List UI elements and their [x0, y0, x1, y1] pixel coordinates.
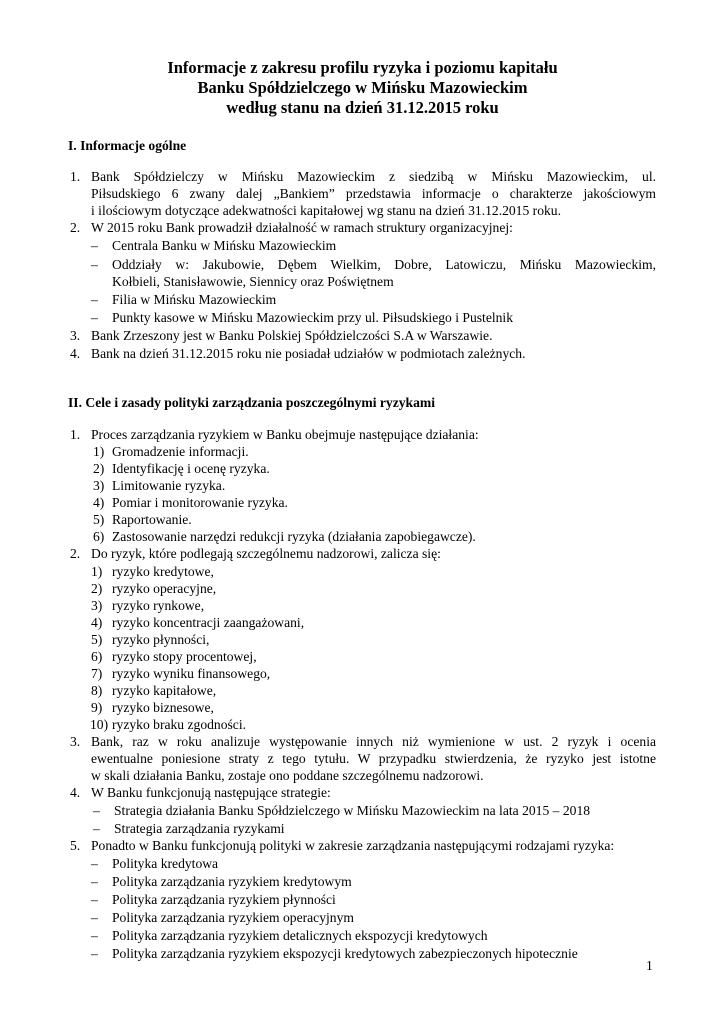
risk-text: ryzyko stopy procentowej, [112, 649, 257, 664]
step-number: 3) [93, 478, 105, 493]
step-number: 2) [93, 461, 105, 476]
list-number: 3. [70, 734, 81, 749]
risk-text: ryzyko biznesowe, [112, 700, 214, 715]
structure-item: Oddziały w: Jakubowie, Dębem Wielkim, Dobre, Latowiczu, Mińsku Mazowieckim, [112, 257, 656, 272]
paragraph-line: Do ryzyk, które podlegają szczególnemu nadzorowi, zalicza się: [91, 546, 441, 561]
paragraph-line: Bank, raz w roku analizuje występowanie innych niż wymienione w ust. 2 ryzyk i ocenia [91, 734, 656, 749]
step-text: Pomiar i monitorowanie ryzyka. [112, 495, 288, 510]
paragraph-line: Bank Spółdzielczy w Mińsku Mazowieckim z siedzibą w Mińsku Mazowieckim, ul. [91, 169, 656, 184]
list-number: 1. [70, 427, 81, 442]
list-number: 2. [70, 546, 81, 561]
paragraph-line: Bank Zrzeszony jest w Banku Polskiej Spółdzielczości S.A w Warszawie. [91, 328, 493, 343]
structure-item: Centrala Banku w Mińsku Mazowieckim [112, 238, 337, 253]
step-number: 4) [93, 495, 105, 510]
risk-text: ryzyko braku zgodności. [112, 717, 247, 732]
risk-number: 1) [91, 564, 103, 579]
policy-item: Polityka zarządzania ryzykiem płynności [112, 892, 336, 907]
list-number: 1. [70, 169, 81, 184]
dash-bullet: – [91, 910, 98, 925]
risk-number: 9) [91, 700, 103, 715]
risk-text: ryzyko wyniku finansowego, [112, 666, 271, 681]
step-number: 1) [93, 444, 105, 459]
document-title-line-3: według stanu na dzień 31.12.2015 roku [226, 98, 499, 117]
paragraph-line: Proces zarządzania ryzykiem w Banku obejmuje następujące działania: [91, 427, 479, 442]
dash-bullet: – [91, 874, 98, 889]
step-text: Raportowanie. [112, 512, 192, 527]
step-text: Limitowanie ryzyka. [112, 478, 226, 493]
step-text: Zastosowanie narzędzi redukcji ryzyka (działania zapobiegawcze). [112, 529, 476, 544]
paragraph-line: Ponadto w Banku funkcjonują polityki w zakresie zarządzania następującymi rodzajami ryzyka: [91, 838, 615, 853]
dash-bullet: – [91, 238, 98, 253]
step-text: Identyfikację i ocenę ryzyka. [112, 461, 270, 476]
step-number: 6) [93, 529, 105, 544]
structure-item: Filia w Mińsku Mazowieckim [112, 292, 277, 307]
risk-number: 5) [91, 632, 103, 647]
risk-text: ryzyko kredytowe, [112, 564, 214, 579]
section-2-heading: II. Cele i zasady polityki zarządzania poszczególnymi ryzykami [68, 395, 435, 410]
dash-bullet: – [91, 292, 98, 307]
document-title-line-1: Informacje z zakresu profilu ryzyka i poziomu kapitału [167, 58, 558, 77]
step-text: Gromadzenie informacji. [112, 444, 249, 459]
policy-item: Polityka zarządzania ryzykiem detalicznych ekspozycji kredytowych [112, 928, 488, 943]
list-number: 4. [70, 785, 81, 800]
paragraph-line: i ilościowym dotyczące adekwatności kapitałowej wg stanu na dzień 31.12.2015 roku. [91, 203, 561, 218]
risk-text: ryzyko płynności, [112, 632, 210, 647]
dash-bullet: – [91, 310, 98, 325]
risk-number: 6) [91, 649, 103, 664]
risk-text: ryzyko koncentracji zaangażowani, [112, 615, 305, 630]
risk-text: ryzyko kapitałowe, [112, 683, 217, 698]
list-number: 5. [70, 838, 81, 853]
structure-item: Kołbieli, Stanisławowie, Siennicy oraz Poświętnem [112, 274, 394, 289]
dash-bullet: – [91, 257, 98, 272]
section-1-heading: I. Informacje ogólne [68, 138, 187, 153]
risk-number: 3) [91, 598, 103, 613]
dash-bullet: – [91, 856, 98, 871]
risk-number: 10) [90, 717, 109, 732]
risk-text: ryzyko operacyjne, [112, 581, 217, 596]
strategy-item: Strategia działania Banku Spółdzielczego w Mińsku Mazowieckim na lata 2015 – 2018 [114, 803, 591, 818]
paragraph-line: W 2015 roku Bank prowadził działalność w ramach struktury organizacyjnej: [91, 220, 513, 235]
risk-number: 4) [91, 615, 103, 630]
document-title-line-2: Banku Spółdzielczego w Mińsku Mazowieckim [197, 78, 528, 97]
paragraph-line: w skali działania Banku, zostaje ono poddane szczególnemu nadzorowi. [91, 768, 484, 783]
paragraph-line: Piłsudskiego 6 zwany dalej „Bankiem” przedstawia informacje o charakterze jakościowym [91, 186, 656, 201]
step-number: 5) [93, 512, 105, 527]
strategy-item: Strategia zarządzania ryzykami [114, 821, 285, 836]
list-number: 4. [70, 346, 81, 361]
policy-item: Polityka zarządzania ryzykiem ekspozycji kredytowych zabezpieczonych hipotecznie [112, 946, 578, 961]
list-number: 2. [70, 220, 81, 235]
dash-bullet: – [93, 821, 100, 836]
dash-bullet: – [91, 946, 98, 961]
paragraph-line: W Banku funkcjonują następujące strategie: [91, 785, 331, 800]
dash-bullet: – [93, 803, 100, 818]
paragraph-line: ewentualne poniesione straty z tego tytułu. W przypadku stwierdzenia, że ryzyko jest istotne [91, 751, 656, 766]
paragraph-line: Bank na dzień 31.12.2015 roku nie posiadał udziałów w podmiotach zależnych. [91, 346, 526, 361]
page-number: 1 [646, 958, 653, 973]
policy-item: Polityka kredytowa [112, 856, 219, 871]
dash-bullet: – [91, 928, 98, 943]
risk-number: 8) [91, 683, 103, 698]
risk-number: 7) [91, 666, 103, 681]
policy-item: Polityka zarządzania ryzykiem kredytowym [112, 874, 352, 889]
policy-item: Polityka zarządzania ryzykiem operacyjnym [112, 910, 354, 925]
risk-number: 2) [91, 581, 103, 596]
dash-bullet: – [91, 892, 98, 907]
list-number: 3. [70, 328, 81, 343]
structure-item: Punkty kasowe w Mińsku Mazowieckim przy ul. Piłsudskiego i Pustelnik [112, 310, 513, 325]
risk-text: ryzyko rynkowe, [112, 598, 205, 613]
